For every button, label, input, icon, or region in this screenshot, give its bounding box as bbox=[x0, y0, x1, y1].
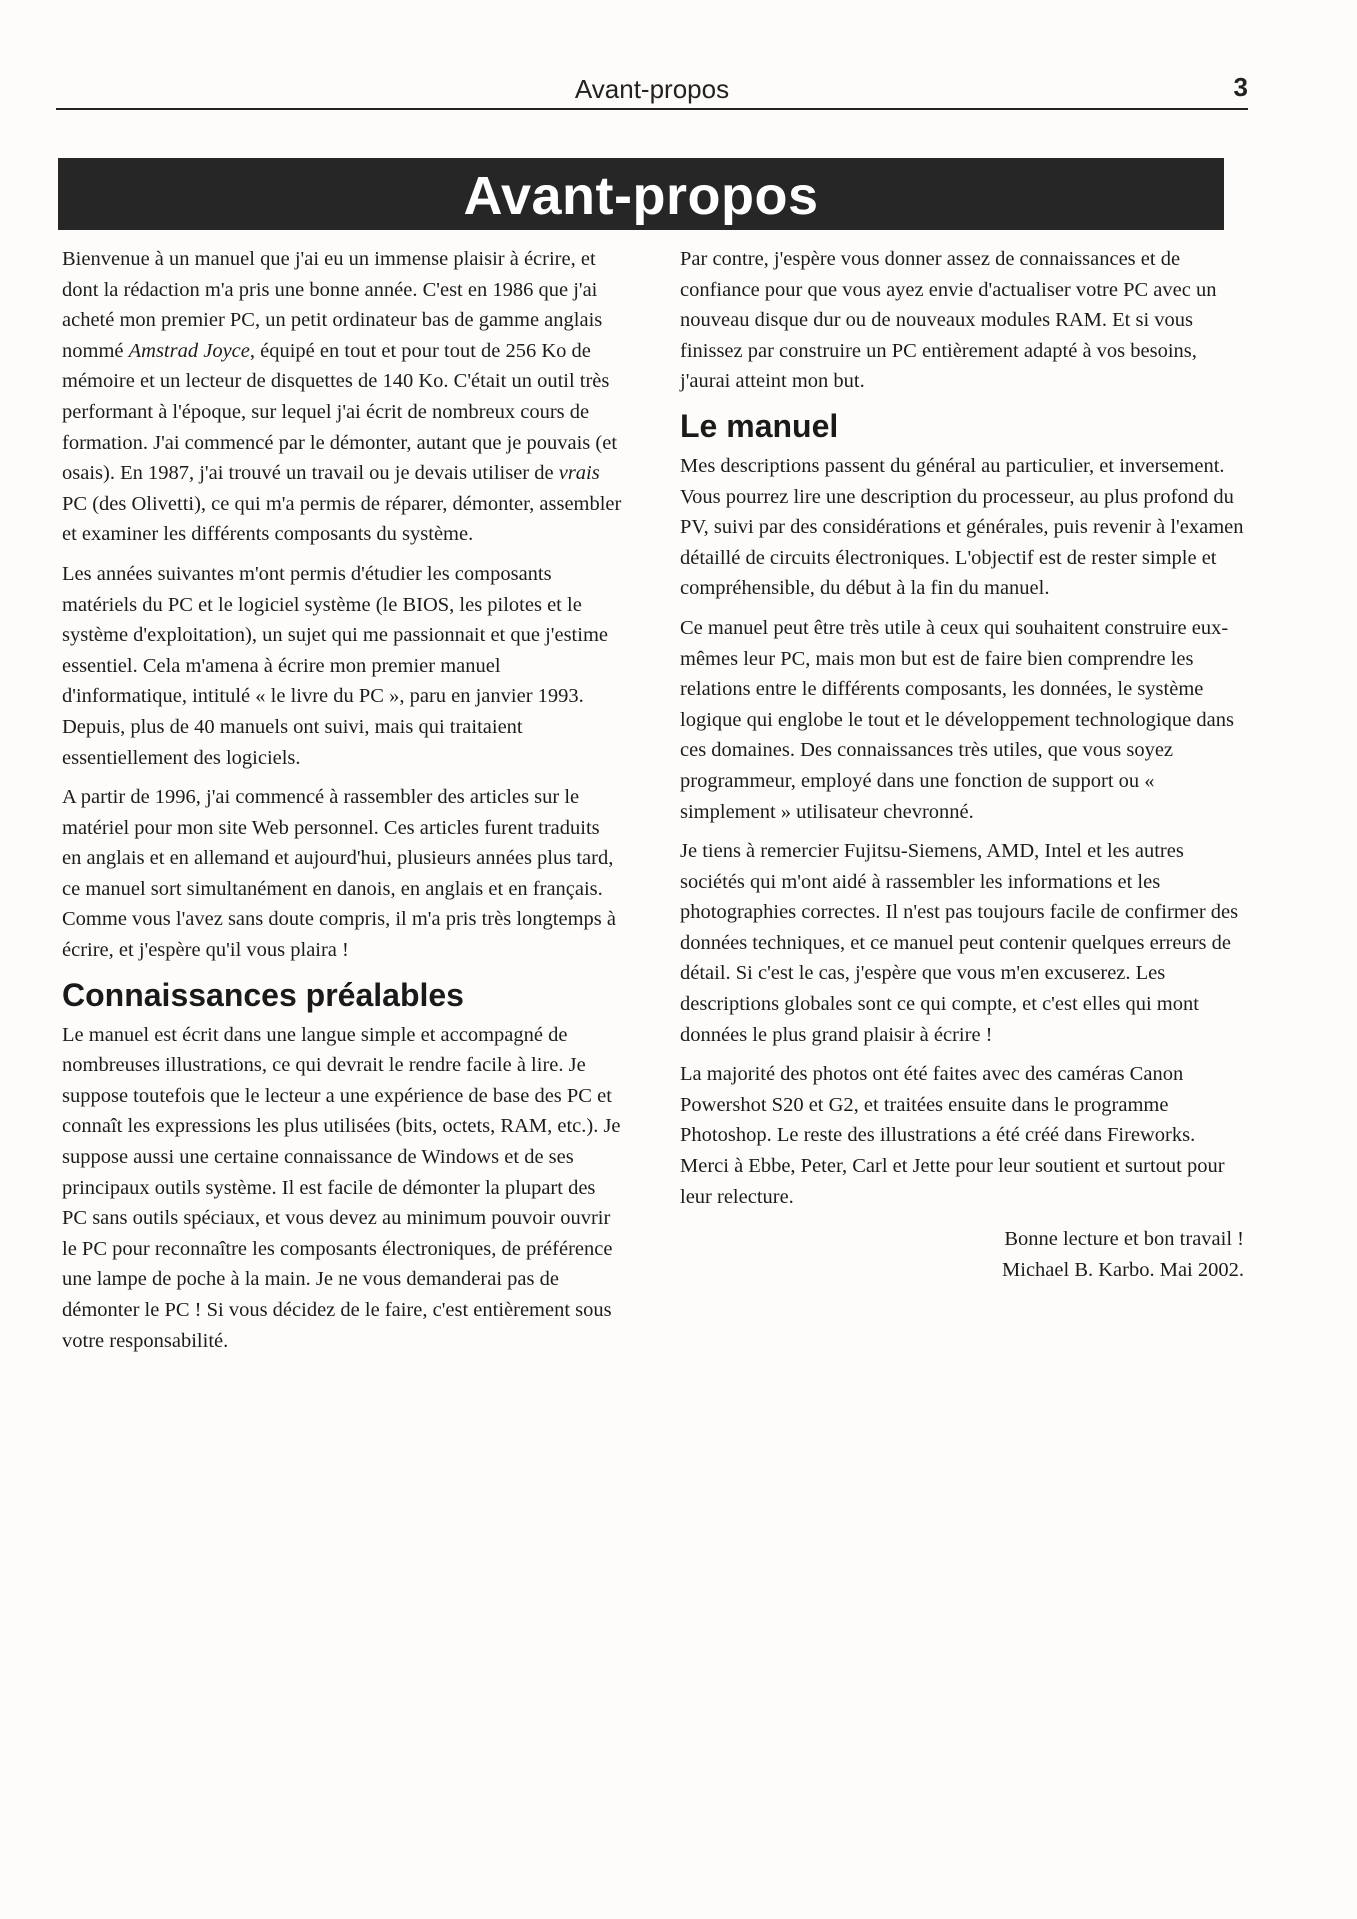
chapter-banner bbox=[58, 158, 1224, 230]
intro-text-a: Bienvenue à un manuel que j'ai eu un immense plaisir à écrire, et dont la rédaction m'a pris une bonne année. C'est en 1986 que j'ai acheté mon premier PC, un petit ordinateur bas de gamme anglais nommé bbox=[62, 248, 603, 362]
signoff bbox=[680, 1224, 1244, 1286]
paragraph-1996: A partir de 1996, j'ai commencé à rassembler des articles sur le matériel pour mon site Web personnel. Ces articles furent traduits en anglais et en allemand et aujourd'hui, plusieurs années plus tard, ce manuel sort simultanément en danois, en anglais et en français. Comme vous l'avez sans doute compris, il m'a pris très longtemps à écrire, et j'espère qu'il vous plaira ! bbox=[62, 786, 616, 962]
paragraph-photos: La majorité des photos ont été faites avec des caméras Canon Powershot S20 et G2, et traitées ensuite dans le programme Photoshop. Le reste des illustrations a été créé dans Fireworks. Merci à Ebbe, Peter, Carl et Jette pour leur soutient et surtout pour leur relecture. bbox=[680, 1063, 1225, 1208]
running-header-title: Avant-propos bbox=[574, 74, 730, 104]
section-title-manual: Le manuel bbox=[680, 407, 839, 444]
page-number: 3 bbox=[1233, 72, 1248, 102]
section-title-prerequisites: Connaissances préalables bbox=[62, 976, 464, 1013]
paragraph-thanks: Je tiens à remercier Fujitsu-Siemens, AMD, Intel et les autres sociétés qui m'ont aidé à rassembler les informations et les photographies correctes. Il n'est pas toujours facile de confirmer des données techniques, et ce manuel peut contenir quelques erreurs de détail. Si c'est le cas, j'espère que vous m'en excuserez. Les descriptions globales sont ce qui compte, et c'est elles qui mont données le plus grand plaisir à écrire ! bbox=[680, 840, 1239, 1046]
paragraph-prerequisites: Le manuel est écrit dans une langue simple et accompagné de nombreuses illustrations, ce qui devrait le rendre facile à lire. Je suppose toutefois que le lecteur a une expérience de base des PC et connaît les expressions les plus utilisées (bits, octets, RAM, etc.). Je suppose aussi une certaine connaissance de Windows et de ses principaux outils système. Il est facile de démonter la plupart des PC sans outils spéciaux, et vous devez au minimum pouvoir ouvrir le PC pour reconnaître les composants électroniques, de préférence une lampe de poche à la main. Je ne vous demanderai pas de démonter le PC ! Si vous décidez de le faire, c'est entièrement sous votre responsabilité. bbox=[62, 1023, 621, 1352]
signoff-author: Michael B. Karbo. Mai 2002. bbox=[1002, 1259, 1244, 1282]
intro-text-b: , équipé en tout et pour tout de 256 Ko de mémoire et un lecteur de disquettes de 140 Ko. C'était un outil très performant à l'époque, sur lequel j'ai écrit de nombreux cours de formation. J'ai commencé par le démonter, autant que je pouvais (et osais). En 1987, j'ai trouvé un travail ou je devais utiliser de bbox=[62, 339, 618, 485]
intro-italic-vrais: vrais bbox=[558, 462, 600, 485]
left-column bbox=[62, 244, 622, 1365]
chapter-title: Avant-propos bbox=[463, 166, 819, 226]
paragraph-contrary: Par contre, j'espère vous donner assez de connaissances et de confiance pour que vous ayez envie d'actualiser votre PC avec un nouveau disque dur ou de nouveaux modules RAM. Et si vous finissez par construire un PC entièrement adapté à vos besoins, j'aurai atteint mon but. bbox=[680, 248, 1217, 393]
intro-italic-amstrad: Amstrad Joyce bbox=[128, 339, 250, 362]
paragraph-descriptions: Mes descriptions passent du général au particulier, et inversement. Vous pourrez lire une description du processeur, au plus profond du PV, suivi par des considérations et générales, puis revenir à l'examen détaillé de circuits électroniques. L'objectif est de rester simple et compréhensible, du début à la fin du manuel. bbox=[680, 454, 1244, 600]
paragraph-years: Les années suivantes m'ont permis d'étudier les composants matériels du PC et le logiciel système (le BIOS, les pilotes et le système d'exploitation), un sujet qui me passionnait et que j'estime essentiel. Cela m'amena à écrire mon premier manuel d'informatique, intitulé « le livre du PC », paru en janvier 1993. Depuis, plus de 40 manuels ont suivi, mais qui traitaient essentiellement des logiciels. bbox=[62, 562, 608, 769]
running-header bbox=[56, 70, 1248, 110]
intro-paragraph bbox=[62, 244, 622, 550]
intro-text-c: PC (des Olivetti), ce qui m'a permis de réparer, démonter, assembler et examiner les différents composants du système. bbox=[62, 492, 622, 546]
signoff-greeting: Bonne lecture et bon travail ! bbox=[1004, 1228, 1244, 1251]
right-column bbox=[680, 244, 1244, 1286]
paragraph-usefulness: Ce manuel peut être très utile à ceux qui souhaitent construire eux-mêmes leur PC, mais mon but est de faire bien comprendre les relations entre le différents composants, les données, le système logique qui englobe le tout et le développement technologique dans ces domaines. Des connaissances très utiles, que vous soyez programmeur, employé dans une fonction de support ou « simplement » utilisateur chevronné. bbox=[680, 616, 1234, 823]
